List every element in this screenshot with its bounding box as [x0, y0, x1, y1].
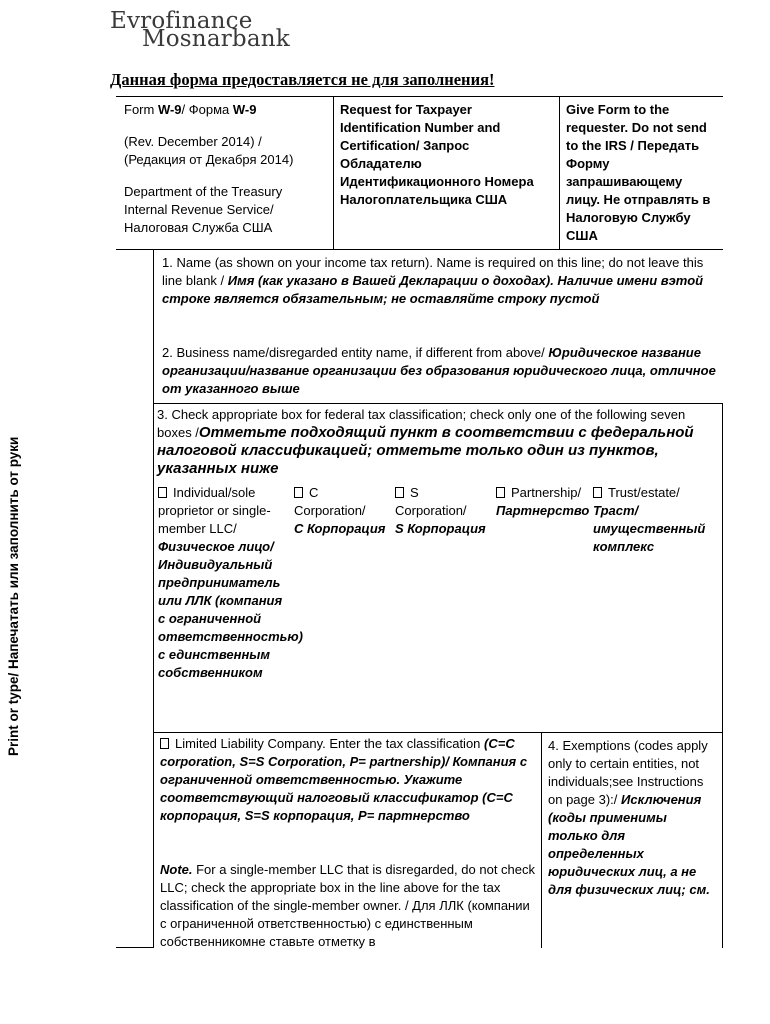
revision-en: (Rev. December 2014) / — [124, 134, 262, 149]
checkbox-partnership[interactable] — [496, 487, 505, 498]
option-trust-estate[interactable]: Trust/estate/ Траст/ имущественный комплекс — [593, 485, 706, 554]
exemptions-cell[interactable] — [541, 732, 723, 948]
llc-note — [160, 861, 538, 951]
field-business-name[interactable] — [162, 344, 722, 398]
field-business-label-en: 2. Business name/disregarded entity name, if different from above/ — [162, 345, 549, 360]
option-s-corporation[interactable]: S Corporation/ S Корпорация — [395, 485, 486, 536]
field-name-label-ru: Имя (как указано в Вашей Декларации о доходах). Наличие имени вэтой строке является обязательным; не оставляйте строку пустой — [162, 273, 704, 306]
form-id-cell — [116, 96, 334, 250]
checkbox-trust-estate[interactable] — [593, 487, 602, 498]
option-partnership[interactable]: Partnership/ Партнерство — [496, 485, 590, 518]
option-llc[interactable] — [160, 735, 538, 825]
field-business-label-ru: Юридическое название организации/название организации без образования юридического лица, отличное от указанного выше — [162, 345, 716, 396]
form-notice: Данная форма предоставляется не для заполнения! — [110, 70, 495, 89]
exemptions-label-ru: Исключения (коды применимы только для определенных юридических лиц, а не для физических лиц; см. — [548, 792, 710, 897]
form-title-cell: Request for Taxpayer Identification Number and Certification/ Запрос Обладателю Идентификационного Номера Налогоплательщика США — [334, 96, 560, 250]
checkbox-s-corporation[interactable] — [395, 487, 404, 498]
side-column — [116, 250, 154, 948]
side-label: Print or type/ Напечатать или заполнить от руки — [6, 436, 21, 756]
llc-label-ru: (C=C corporation, S=S Corporation, P= partnership)/ Компания с ограниченной ответственностью. Укажите соответствующий налоговый классификатор (С=С корпорация, S=S корпорация, Р= партнерство — [160, 736, 528, 823]
checkbox-llc[interactable] — [160, 738, 169, 749]
exemptions-label-en: 4. Exemptions (codes apply only to certain entities, not individuals;see Instructions on page 3):/ — [548, 738, 708, 807]
dept-line-3: Налоговая Служба США — [124, 220, 273, 235]
note-label: Note. — [160, 862, 193, 877]
bank-logo — [110, 8, 290, 52]
option-c-corporation[interactable]: C Corporation/ С Корпорация — [294, 485, 386, 536]
logo-line-2: Mosnarbank — [142, 26, 290, 52]
field-name-label-en: 1. Name (as shown on your income tax return). Name is required on this line; do not leave this line blank / — [162, 255, 704, 288]
give-form-cell: Give Form to the requester. Do not send to the IRS / Передать Форму запрашивающему лицу. Не отправлять в Налоговую Службу США — [560, 96, 723, 250]
field-name[interactable] — [162, 254, 722, 308]
note-text: For a single-member LLC that is disregarded, do not check LLC; check the appropriate box in the line above for the tax classification of the single-member owner. / Для ЛЛК (компании с ограниченной ответственностью) с единственным собственникомне ставьте отметку в — [160, 862, 536, 949]
dept-line-1: Department of the Treasury — [124, 184, 283, 199]
form-number: Form W-9/ Форма W-9 — [124, 102, 257, 117]
llc-label-en: Limited Liability Company. Enter the tax classification — [175, 736, 485, 751]
logo-line-1: Evrofinance — [110, 8, 253, 34]
option-individual[interactable]: Individual/sole proprietor or single-member LLC/ Физическое лицо/Индивидуальный предприниматель или ЛЛК (компания с ограниченной ответственностью) с единственным собственником — [158, 485, 303, 680]
revision-ru: (Редакция от Декабря 2014) — [124, 152, 294, 167]
field-classification-label: 3. Check appropriate box for federal tax classification; check only one of the following seven boxes /Отметьте подходящий пункт в соответствии с федеральной налоговой классификацией; отметьте только один из пунктов, указанных ниже — [157, 407, 694, 477]
dept-line-2: Internal Revenue Service/ — [124, 202, 274, 217]
checkbox-c-corporation[interactable] — [294, 487, 303, 498]
checkbox-individual[interactable] — [158, 487, 167, 498]
